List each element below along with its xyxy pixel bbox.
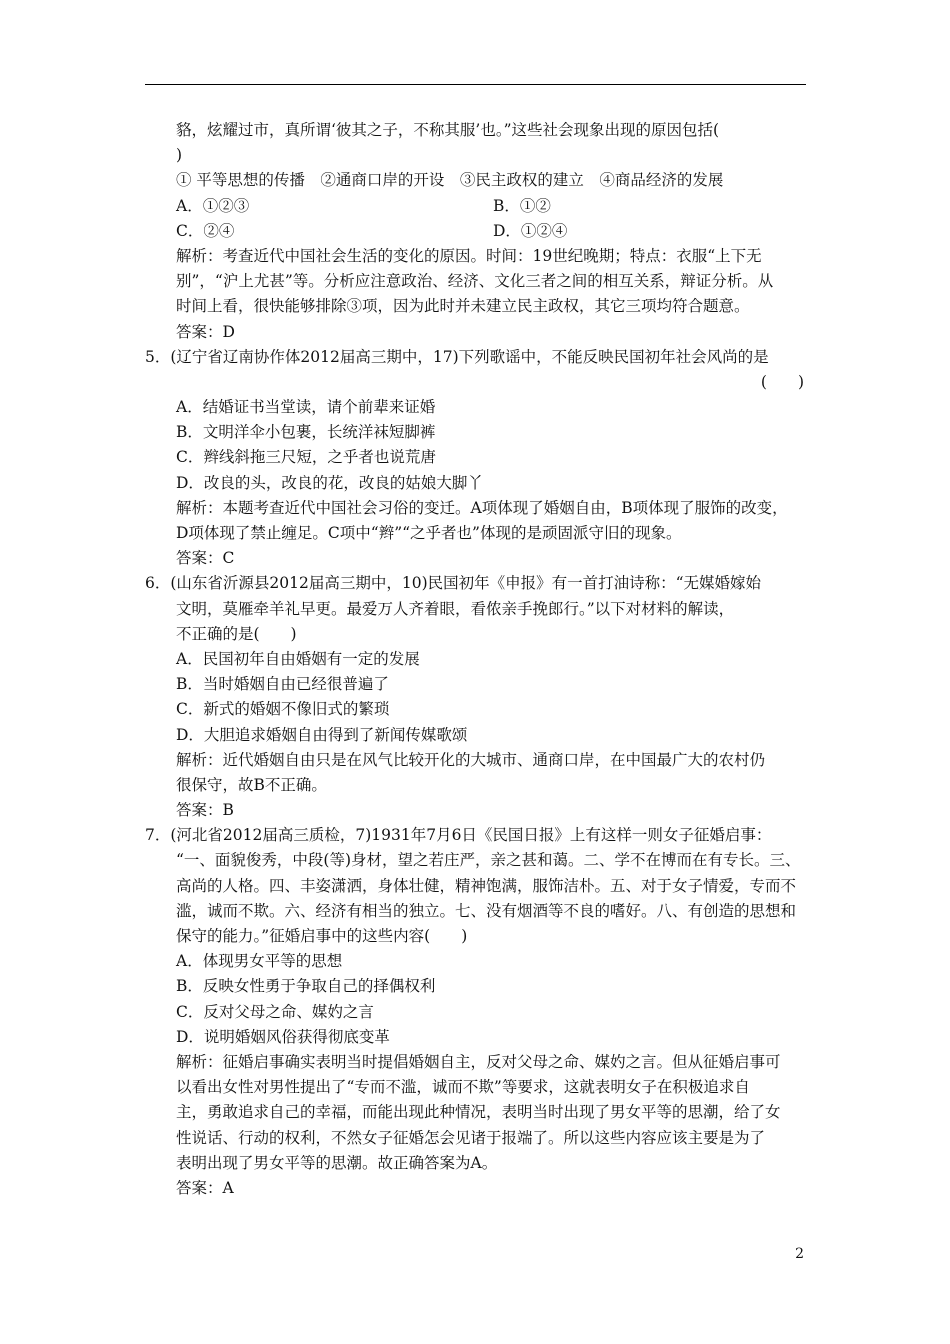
q7-stem-line: 滥，诚而不欺。六、经济有相当的独立。七、没有烟酒等不良的嗜好。八、有创造的思想和 — [176, 901, 797, 920]
q7-answer: 答案：A — [176, 1178, 234, 1197]
q7-option-c: C．反对父母之命、媒妁之言 — [176, 1002, 374, 1021]
q5-answer: 答案：C — [176, 549, 235, 568]
q6-stem-line: 不正确的是( ) — [176, 624, 297, 643]
q6-analysis-line: 很保守，故B不正确。 — [176, 775, 327, 794]
q4-stem-line: ) — [176, 146, 183, 165]
q6-option-c: C．新式的婚姻不像旧式的繁琐 — [176, 700, 390, 719]
q4-analysis-line: 解析：考查近代中国社会生活的变化的原因。时间：19世纪晚期；特点：衣服“上下无 — [176, 246, 762, 265]
q6-option-b: B．当时婚姻自由已经很普遍了 — [176, 675, 389, 694]
q7-option-a: A．体现男女平等的思想 — [176, 952, 343, 971]
q6-stem-line: 6．(山东省沂源县2012届高三期中，10)民国初年《申报》有一首打油诗称：“无媒婚嫁始 — [145, 574, 762, 593]
q6-option-d: D．大胆追求婚姻自由得到了新闻传媒歌颂 — [176, 725, 468, 744]
page-content — [145, 118, 810, 1201]
q4-analysis-line: 时间上看，很快能够排除③项，因为此时并未建立民主政权，其它三项均符合题意。 — [176, 297, 750, 316]
q7-analysis-line: 性说话、行动的权利，不然女子征婚怎会见诸于报端了。所以这些内容应该主要是为了 — [176, 1128, 766, 1147]
header-rule — [145, 84, 806, 85]
q5-option-d: D．改良的头，改良的花，改良的姑娘大脚丫 — [176, 473, 483, 492]
q5-option-a: A．结婚证书当堂读，请个前辈来证婚 — [176, 398, 436, 417]
q7-stem-line: 高尚的人格。四、丰姿潇洒，身体壮健，精神饱满，服饰洁朴。五、对于女子情爱，专而不 — [176, 876, 797, 895]
q5-analysis-line: 解析：本题考查近代中国社会习俗的变迁。A项体现了婚姻自由，B项体现了服饰的改变， — [176, 498, 788, 517]
q5-stem: 5．(辽宁省辽南协作体2012届高三期中，17)下列歌谣中，不能反映民国初年社会风尚的是 — [145, 347, 769, 366]
q6-option-a: A．民国初年自由婚姻有一定的发展 — [176, 649, 420, 668]
q5-option-b: B．文明洋伞小包裹，长统洋袜短脚裤 — [176, 423, 436, 442]
q4-stem-line: ① 平等思想的传播 ②通商口岸的开设 ③民主政权的建立 ④商品经济的发展 — [176, 171, 724, 190]
q5-answer-paren: ( ) — [760, 372, 804, 391]
q6-stem-line: 文明，莫雁牵羊礼早更。最爱万人齐着眼，看侬亲手挽郎行。”以下对材料的解读， — [176, 599, 735, 618]
q6-answer: 答案：B — [176, 801, 234, 820]
q4-analysis-line: 别”，“沪上尤甚”等。分析应注意政治、经济、文化三者之间的相互关系，辩证分析。从 — [176, 272, 774, 291]
page-number: 2 — [795, 1246, 804, 1262]
q4-option-d: D．①②④ — [493, 221, 568, 240]
q7-analysis-line: 主，勇敢追求自己的幸福，而能出现此种情况，表明当时出现了男女平等的思潮，给了女 — [176, 1103, 781, 1122]
q4-option-a: A．①②③ — [176, 196, 250, 215]
q7-analysis-line: 表明出现了男女平等的思潮。故正确答案为A。 — [176, 1153, 498, 1172]
q7-stem-line: 保守的能力。”征婚启事中的这些内容( ) — [176, 927, 468, 945]
q7-stem-line: “一、面貌俊秀，中段(等)身材，望之若庄严，亲之甚和蔼。二、学不在博而在有专长。三、 — [176, 851, 801, 870]
q4-option-c: C．②④ — [176, 221, 235, 240]
q7-analysis-line: 解析：征婚启事确实表明当时提倡婚姻自主，反对父母之命、媒妁之言。但从征婚启事可 — [176, 1052, 781, 1071]
q4-options-row — [145, 194, 810, 219]
q5-analysis-line: D项体现了禁止缠足。C项中“辫”“之乎者也”体现的是顽固派守旧的现象。 — [176, 524, 682, 542]
q7-option-d: D．说明婚姻风俗获得彻底变革 — [176, 1027, 390, 1046]
q7-stem-line: 7．(河北省2012届高三质检，7)1931年7月6日《民国日报》上有这样一则女子征婚启事： — [145, 826, 772, 845]
q4-stem-line: 貉，炫耀过市，真所谓‘彼其之子，不称其服’也。”这些社会现象出现的原因包括( — [176, 121, 720, 139]
q4-answer: 答案：D — [176, 322, 235, 341]
q4-options-row — [145, 219, 810, 244]
q5-option-c: C．辫线斜拖三尺短，之乎者也说荒唐 — [176, 448, 436, 467]
q6-analysis-line: 解析：近代婚姻自由只是在风气比较开化的大城市、通商口岸，在中国最广大的农村仍 — [176, 750, 766, 769]
q7-analysis-line: 以看出女性对男性提出了“专而不滥，诚而不欺”等要求，这就表明女子在积极追求自 — [176, 1078, 750, 1097]
q7-option-b: B．反映女性勇于争取自己的择偶权利 — [176, 977, 436, 996]
q4-option-b: B．①② — [493, 196, 551, 215]
